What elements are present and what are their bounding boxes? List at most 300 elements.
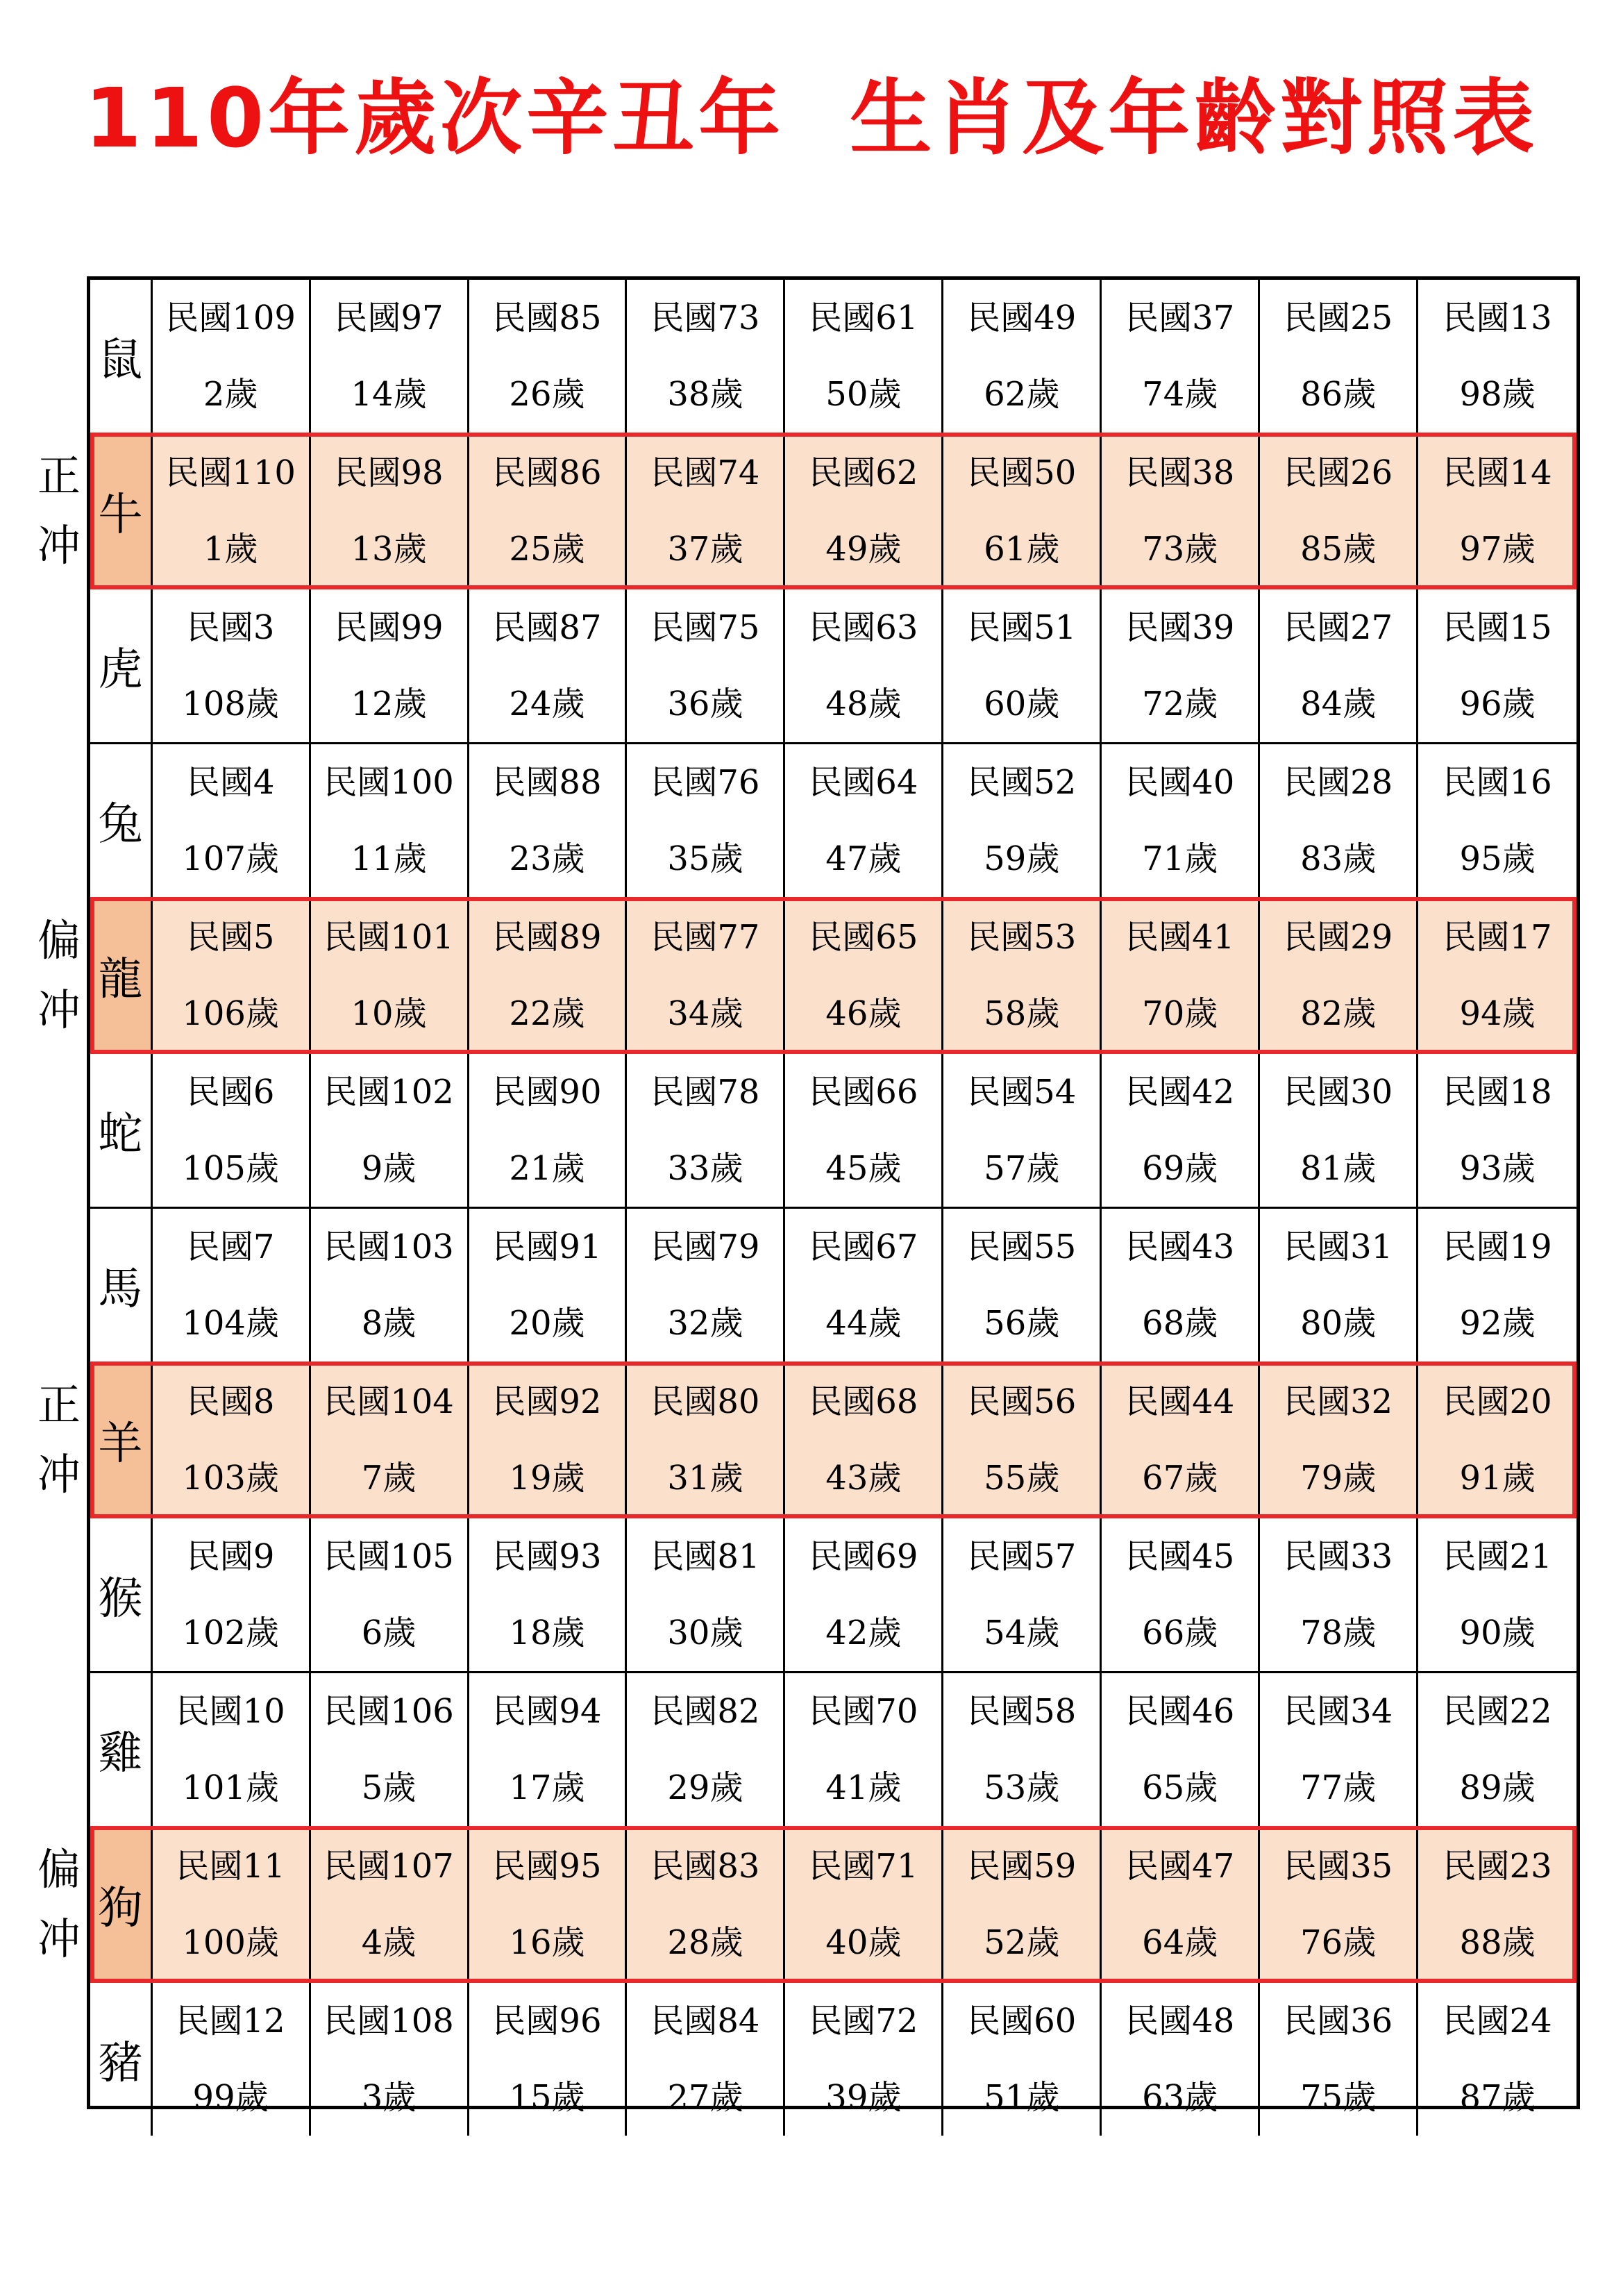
table-row: [90, 589, 1576, 742]
table-cell: [943, 1518, 1102, 1671]
age: 105歲: [182, 1149, 279, 1188]
zodiac-animal-label: 牛: [90, 435, 153, 587]
table-cell: [785, 1983, 943, 2136]
roc-year: 民國26: [1284, 453, 1393, 492]
age: 38歲: [667, 375, 743, 414]
zodiac-animal-label: 兔: [90, 744, 153, 897]
age: 70歲: [1142, 994, 1218, 1033]
table-row: [90, 1983, 1576, 2136]
roc-year: 民國24: [1443, 2002, 1552, 2041]
roc-year: 民國38: [1125, 453, 1235, 492]
table-row: [90, 1673, 1576, 1826]
table-cell: [943, 1054, 1102, 1207]
roc-year: 民國5: [186, 918, 275, 957]
roc-year: 民國44: [1125, 1382, 1235, 1421]
age: 41歲: [825, 1768, 902, 1807]
table-cell: [153, 1828, 311, 1981]
table-cell: [1418, 1364, 1576, 1516]
table-row: [90, 744, 1576, 897]
table-cell: [1418, 899, 1576, 1052]
age: 16歲: [509, 1923, 585, 1962]
roc-year: 民國13: [1443, 299, 1552, 337]
age: 58歲: [984, 994, 1060, 1033]
table-row: [90, 1518, 1576, 1671]
roc-year: 民國28: [1284, 763, 1393, 802]
age: 99歲: [192, 2078, 269, 2117]
age: 34歲: [667, 994, 743, 1033]
table-cell: [785, 899, 943, 1052]
roc-year: 民國14: [1443, 453, 1552, 492]
roc-year: 民國3: [186, 608, 275, 647]
age: 1歲: [203, 530, 258, 569]
age: 74歲: [1142, 375, 1218, 414]
zodiac-animal-label: 鼠: [90, 280, 153, 433]
table-cell: [1102, 1054, 1260, 1207]
age: 82歲: [1300, 994, 1377, 1033]
age: 39歲: [825, 2078, 902, 2117]
table-cell: [153, 1673, 311, 1826]
table-cell: [1102, 435, 1260, 587]
roc-year: 民國84: [650, 2002, 760, 2041]
age: 107歲: [182, 839, 279, 878]
roc-year: 民國23: [1443, 1847, 1552, 1886]
roc-year: 民國36: [1284, 2002, 1393, 2041]
age: 20歲: [509, 1304, 585, 1343]
age: 68歲: [1142, 1304, 1218, 1343]
roc-year: 民國21: [1443, 1537, 1552, 1576]
zodiac-animal-label: 虎: [90, 589, 153, 742]
age: 67歲: [1142, 1459, 1218, 1498]
table-cell: [785, 280, 943, 433]
age: 37歲: [667, 530, 743, 569]
table-cell: [627, 1518, 785, 1671]
roc-year: 民國91: [492, 1227, 602, 1266]
table-cell: [1102, 1673, 1260, 1826]
roc-year: 民國74: [650, 453, 760, 492]
age: 48歲: [825, 685, 902, 723]
age: 31歲: [667, 1459, 743, 1498]
table-cell: [1260, 1364, 1418, 1516]
table-cell: [943, 435, 1102, 587]
roc-year: 民國39: [1125, 608, 1235, 647]
roc-year: 民國100: [323, 763, 454, 802]
age: 108歲: [182, 685, 279, 723]
table-cell: [153, 280, 311, 433]
roc-year: 民國64: [809, 763, 918, 802]
table-cell: [785, 1209, 943, 1361]
roc-year: 民國72: [809, 2002, 918, 2041]
roc-year: 民國79: [650, 1227, 760, 1266]
roc-year: 民國31: [1284, 1227, 1393, 1266]
table-cell: [469, 435, 628, 587]
age: 49歲: [825, 530, 902, 569]
roc-year: 民國22: [1443, 1692, 1552, 1731]
roc-year: 民國93: [492, 1537, 602, 1576]
age: 36歲: [667, 685, 743, 723]
roc-year: 民國34: [1284, 1692, 1393, 1731]
page-title: 110年歲次辛丑年 生肖及年齡對照表: [84, 70, 1539, 166]
age: 69歲: [1142, 1149, 1218, 1188]
table-cell: [943, 589, 1102, 742]
table-cell: [311, 744, 469, 897]
age: 102歲: [182, 1614, 279, 1652]
roc-year: 民國61: [809, 299, 918, 337]
roc-year: 民國85: [492, 299, 602, 337]
table-cell: [311, 1828, 469, 1981]
roc-year: 民國68: [809, 1382, 918, 1421]
age: 89歲: [1459, 1768, 1536, 1807]
table-cell: [1260, 435, 1418, 587]
age: 12歲: [351, 685, 427, 723]
table-cell: [785, 1828, 943, 1981]
age: 52歲: [984, 1923, 1060, 1962]
age: 53歲: [984, 1768, 1060, 1807]
table-cell: [469, 1209, 628, 1361]
table-cell: [1418, 1054, 1576, 1207]
roc-year: 民國11: [176, 1847, 285, 1886]
roc-year: 民國62: [809, 453, 918, 492]
roc-year: 民國25: [1284, 299, 1393, 337]
table-cell: [1260, 744, 1418, 897]
table-cell: [943, 1673, 1102, 1826]
roc-year: 民國20: [1443, 1382, 1552, 1421]
table-cell: [1260, 280, 1418, 433]
age: 79歲: [1300, 1459, 1377, 1498]
roc-year: 民國12: [176, 2002, 285, 2041]
age: 7歲: [361, 1459, 417, 1498]
table-cell: [1418, 589, 1576, 742]
roc-year: 民國29: [1284, 918, 1393, 957]
age: 64歲: [1142, 1923, 1218, 1962]
table-cell: [1102, 280, 1260, 433]
age: 66歲: [1142, 1614, 1218, 1652]
roc-year: 民國7: [186, 1227, 275, 1266]
age: 29歲: [667, 1768, 743, 1807]
table-cell: [311, 1209, 469, 1361]
roc-year: 民國104: [323, 1382, 454, 1421]
table-row: [90, 1054, 1576, 1207]
roc-year: 民國10: [176, 1692, 285, 1731]
table-cell: [1418, 280, 1576, 433]
roc-year: 民國16: [1443, 763, 1552, 802]
roc-year: 民國90: [492, 1073, 602, 1112]
table-cell: [1418, 1673, 1576, 1826]
age: 28歲: [667, 1923, 743, 1962]
zodiac-animal-label: 雞: [90, 1673, 153, 1826]
age: 71歲: [1142, 839, 1218, 878]
age: 84歲: [1300, 685, 1377, 723]
table-cell: [627, 1054, 785, 1207]
roc-year: 民國98: [334, 453, 444, 492]
age: 75歲: [1300, 2078, 1377, 2117]
table-cell: [153, 1518, 311, 1671]
roc-year: 民國73: [650, 299, 760, 337]
roc-year: 民國37: [1125, 299, 1235, 337]
age: 56歲: [984, 1304, 1060, 1343]
table-cell: [1260, 1054, 1418, 1207]
roc-year: 民國51: [967, 608, 1077, 647]
table-cell: [785, 435, 943, 587]
table-cell: [1102, 1828, 1260, 1981]
roc-year: 民國9: [186, 1537, 275, 1576]
roc-year: 民國86: [492, 453, 602, 492]
table-cell: [469, 899, 628, 1052]
table-cell: [311, 1518, 469, 1671]
table-cell: [785, 1673, 943, 1826]
age: 4歲: [361, 1923, 417, 1962]
roc-year: 民國78: [650, 1073, 760, 1112]
age: 62歲: [984, 375, 1060, 414]
table-cell: [943, 899, 1102, 1052]
roc-year: 民國95: [492, 1847, 602, 1886]
roc-year: 民國52: [967, 763, 1077, 802]
roc-year: 民國92: [492, 1382, 602, 1421]
age: 98歲: [1459, 375, 1536, 414]
table-cell: [1102, 1518, 1260, 1671]
age: 40歲: [825, 1923, 902, 1962]
table-cell: [469, 280, 628, 433]
table-row: [90, 1828, 1576, 1981]
table-cell: [627, 1983, 785, 2136]
roc-year: 民國63: [809, 608, 918, 647]
age: 90歲: [1459, 1614, 1536, 1652]
roc-year: 民國27: [1284, 608, 1393, 647]
age: 33歲: [667, 1149, 743, 1188]
roc-year: 民國19: [1443, 1227, 1552, 1266]
roc-year: 民國108: [323, 2002, 454, 2041]
roc-year: 民國82: [650, 1692, 760, 1731]
roc-year: 民國107: [323, 1847, 454, 1886]
table-cell: [1102, 1983, 1260, 2136]
age: 55歲: [984, 1459, 1060, 1498]
age: 3歲: [361, 2078, 417, 2117]
age: 95歲: [1459, 839, 1536, 878]
age: 93歲: [1459, 1149, 1536, 1188]
roc-year: 民國69: [809, 1537, 918, 1576]
roc-year: 民國33: [1284, 1537, 1393, 1576]
table-cell: [153, 744, 311, 897]
age: 8歲: [361, 1304, 417, 1343]
roc-year: 民國60: [967, 2002, 1077, 2041]
age: 46歲: [825, 994, 902, 1033]
table-cell: [153, 1054, 311, 1207]
table-cell: [469, 1828, 628, 1981]
table-cell: [627, 1364, 785, 1516]
table-cell: [153, 589, 311, 742]
roc-year: 民國8: [186, 1382, 275, 1421]
table-cell: [311, 1983, 469, 2136]
table-cell: [1102, 744, 1260, 897]
table-cell: [785, 1054, 943, 1207]
age: 65歲: [1142, 1768, 1218, 1807]
roc-year: 民國94: [492, 1692, 602, 1731]
roc-year: 民國77: [650, 918, 760, 957]
table-cell: [1102, 1364, 1260, 1516]
table-cell: [1260, 1983, 1418, 2136]
age: 42歲: [825, 1614, 902, 1652]
zodiac-animal-label: 龍: [90, 899, 153, 1052]
conflict-side-label: 偏冲: [37, 1844, 81, 1964]
table-cell: [1260, 589, 1418, 742]
age: 51歲: [984, 2078, 1060, 2117]
table-cell: [785, 744, 943, 897]
roc-year: 民國59: [967, 1847, 1077, 1886]
table-cell: [627, 899, 785, 1052]
age: 85歲: [1300, 530, 1377, 569]
roc-year: 民國4: [186, 763, 275, 802]
table-cell: [311, 1054, 469, 1207]
age: 77歲: [1300, 1768, 1377, 1807]
roc-year: 民國35: [1284, 1847, 1393, 1886]
table-cell: [311, 1673, 469, 1826]
age: 78歲: [1300, 1614, 1377, 1652]
age: 24歲: [509, 685, 585, 723]
age: 91歲: [1459, 1459, 1536, 1498]
age: 86歲: [1300, 375, 1377, 414]
table-row: [90, 280, 1576, 433]
roc-year: 民國75: [650, 608, 760, 647]
age: 32歲: [667, 1304, 743, 1343]
age: 2歲: [203, 375, 258, 414]
roc-year: 民國88: [492, 763, 602, 802]
table-cell: [469, 1983, 628, 2136]
roc-year: 民國55: [967, 1227, 1077, 1266]
table-row: [90, 435, 1576, 587]
age: 103歲: [182, 1459, 279, 1498]
conflict-side-label: 正冲: [37, 1380, 81, 1500]
age: 23歲: [509, 839, 585, 878]
table-cell: [1418, 744, 1576, 897]
roc-year: 民國103: [323, 1227, 454, 1266]
roc-year: 民國18: [1443, 1073, 1552, 1112]
table-cell: [943, 1364, 1102, 1516]
age: 27歲: [667, 2078, 743, 2117]
table-cell: [153, 435, 311, 587]
age: 94歲: [1459, 994, 1536, 1033]
roc-year: 民國66: [809, 1073, 918, 1112]
age: 9歲: [361, 1149, 417, 1188]
table-cell: [943, 744, 1102, 897]
roc-year: 民國15: [1443, 608, 1552, 647]
table-cell: [1260, 1209, 1418, 1361]
age: 47歲: [825, 839, 902, 878]
table-row: [90, 1209, 1576, 1361]
table-cell: [943, 1983, 1102, 2136]
age: 101歲: [182, 1768, 279, 1807]
roc-year: 民國76: [650, 763, 760, 802]
age: 17歲: [509, 1768, 585, 1807]
age: 30歲: [667, 1614, 743, 1652]
table-cell: [311, 435, 469, 587]
table-cell: [469, 1673, 628, 1826]
table-cell: [1102, 899, 1260, 1052]
roc-year: 民國80: [650, 1382, 760, 1421]
roc-year: 民國105: [323, 1537, 454, 1576]
age: 22歲: [509, 994, 585, 1033]
table-cell: [943, 1828, 1102, 1981]
roc-year: 民國101: [323, 918, 454, 957]
table-cell: [1260, 1518, 1418, 1671]
table-cell: [627, 435, 785, 587]
table-cell: [627, 589, 785, 742]
roc-year: 民國53: [967, 918, 1077, 957]
zodiac-animal-label: 蛇: [90, 1054, 153, 1207]
table-cell: [785, 589, 943, 742]
table-row: [90, 1364, 1576, 1516]
zodiac-animal-label: 狗: [90, 1828, 153, 1981]
age: 96歲: [1459, 685, 1536, 723]
age: 14歲: [351, 375, 427, 414]
roc-year: 民國67: [809, 1227, 918, 1266]
age: 59歲: [984, 839, 1060, 878]
age: 81歲: [1300, 1149, 1377, 1188]
roc-year: 民國89: [492, 918, 602, 957]
table-cell: [943, 1209, 1102, 1361]
table-cell: [469, 589, 628, 742]
age: 35歲: [667, 839, 743, 878]
roc-year: 民國99: [334, 608, 444, 647]
roc-year: 民國70: [809, 1692, 918, 1731]
age: 18歲: [509, 1614, 585, 1652]
table-cell: [469, 1518, 628, 1671]
table-cell: [627, 1673, 785, 1826]
table-row: [90, 899, 1576, 1052]
age: 26歲: [509, 375, 585, 414]
age: 72歲: [1142, 685, 1218, 723]
age: 63歲: [1142, 2078, 1218, 2117]
roc-year: 民國97: [334, 299, 444, 337]
age: 104歲: [182, 1304, 279, 1343]
zodiac-animal-label: 馬: [90, 1209, 153, 1361]
table-cell: [311, 1364, 469, 1516]
table-cell: [1260, 899, 1418, 1052]
table-cell: [1102, 589, 1260, 742]
roc-year: 民國57: [967, 1537, 1077, 1576]
table-cell: [153, 1983, 311, 2136]
age: 15歲: [509, 2078, 585, 2117]
roc-year: 民國42: [1125, 1073, 1235, 1112]
age: 6歲: [361, 1614, 417, 1652]
table-cell: [1418, 1209, 1576, 1361]
roc-year: 民國83: [650, 1847, 760, 1886]
roc-year: 民國30: [1284, 1073, 1393, 1112]
roc-year: 民國40: [1125, 763, 1235, 802]
age: 45歲: [825, 1149, 902, 1188]
table-cell: [153, 1209, 311, 1361]
age: 73歲: [1142, 530, 1218, 569]
conflict-side-label: 正冲: [37, 451, 81, 571]
table-cell: [311, 589, 469, 742]
age: 97歲: [1459, 530, 1536, 569]
age: 106歲: [182, 994, 279, 1033]
roc-year: 民國110: [165, 453, 296, 492]
age: 87歲: [1459, 2078, 1536, 2117]
roc-year: 民國6: [186, 1073, 275, 1112]
roc-year: 民國50: [967, 453, 1077, 492]
table-cell: [153, 1364, 311, 1516]
age: 50歲: [825, 375, 902, 414]
roc-year: 民國54: [967, 1073, 1077, 1112]
age: 19歲: [509, 1459, 585, 1498]
age: 21歲: [509, 1149, 585, 1188]
age: 83歲: [1300, 839, 1377, 878]
table-cell: [627, 1209, 785, 1361]
roc-year: 民國87: [492, 608, 602, 647]
age: 61歲: [984, 530, 1060, 569]
conflict-side-label: 偏冲: [37, 915, 81, 1035]
zodiac-animal-label: 羊: [90, 1364, 153, 1516]
roc-year: 民國45: [1125, 1537, 1235, 1576]
